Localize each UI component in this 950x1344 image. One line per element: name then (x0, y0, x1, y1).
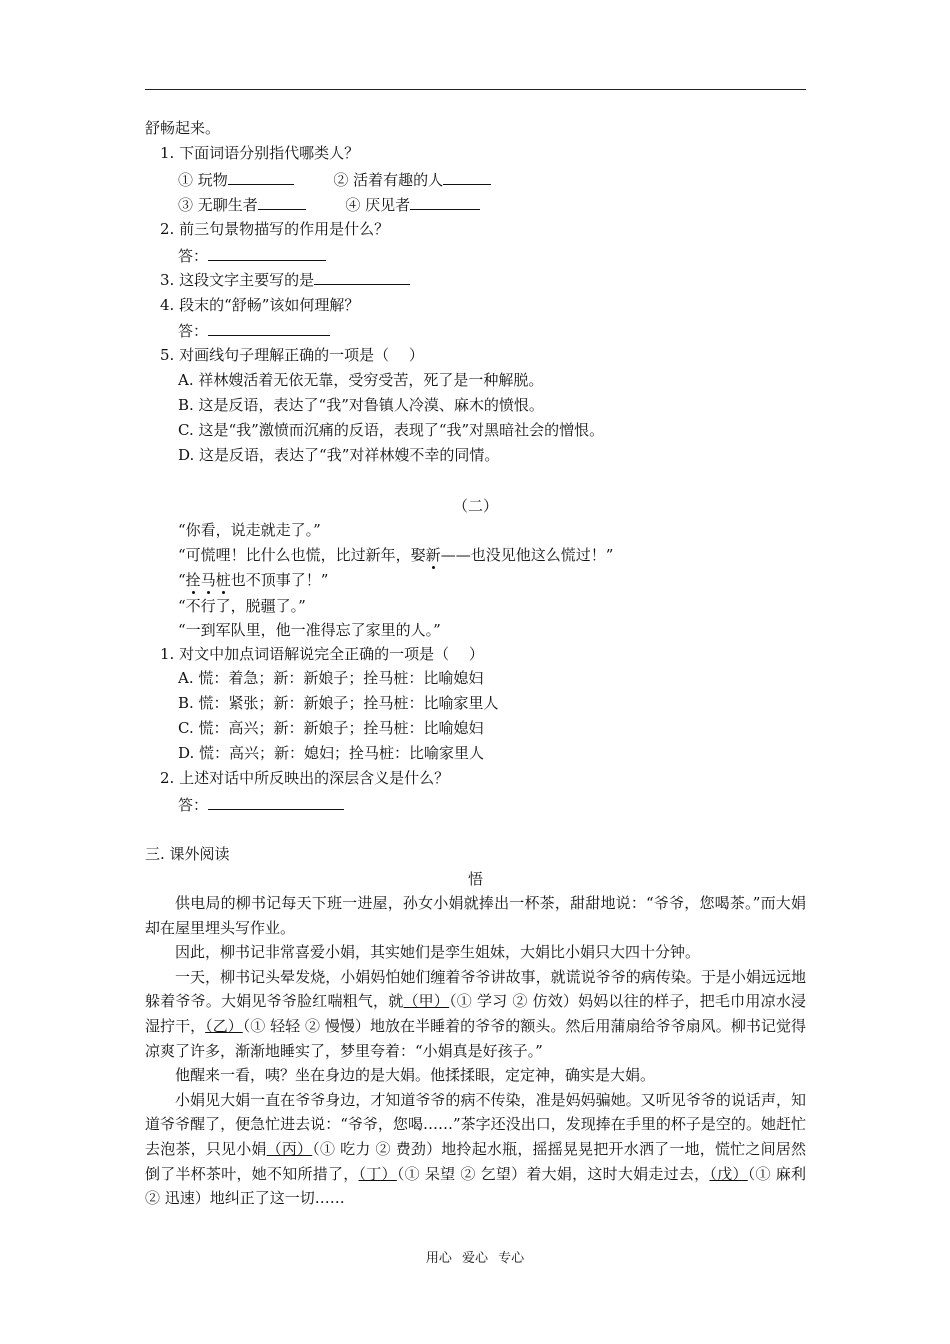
article-body (145, 891, 806, 1211)
dotted-word: 桩 (215, 571, 231, 589)
section-heading-3: 三. 课外阅读 (145, 845, 230, 863)
part2-question-2-stem: 2. 上述对话中所反映出的深层含义是什么？ (160, 769, 450, 787)
paragraph-text: 小娟见大娟一直在爷爷身边，才知道爷爷的病不传染，准是妈妈骗她。又听见爷爷的说话声，知道爷爷醒了，便急忙进去说：“爷爷，您喝……”茶字还没出口，发现捧在手里的杯子是空的。她赶忙去泡茶，只见小娟 (145, 1090, 806, 1158)
question-2-stem: 2. 前三句景物描写的作用是什么？ (160, 220, 390, 238)
question-5-option-a: A. 祥林嫂活着无依无靠，受穷受苦，死了是一种解脱。 (178, 371, 544, 389)
blank-marker: （甲） (403, 992, 450, 1011)
part2-question-1-option-c: C. 慌：高兴；新：新娘子；拴马桩：比喻媳妇 (178, 719, 484, 737)
paragraph: 他醒来一看，咦？坐在身边的是大娟。他揉揉眼，定定神，确实是大娟。 (175, 1066, 656, 1085)
dialogue-text: “ (178, 571, 186, 589)
question-5-stem: 5. 对画线句子理解正确的一项是（ ） (160, 346, 424, 364)
option-label: ③ 无聊生者 (178, 196, 258, 214)
dialogue-line (178, 570, 328, 590)
article-title: 悟 (467, 870, 483, 888)
answer-blank[interactable] (208, 321, 330, 336)
paragraph (145, 965, 806, 1063)
blank-marker: （乙） (205, 1016, 243, 1035)
answer-blank[interactable] (410, 195, 480, 210)
question-3 (160, 270, 410, 290)
paragraph: 因此，柳书记非常喜爱小娟，其实她们是孪生姐妹，大娟比小娟只大四十分钟。 (175, 943, 701, 962)
part2-question-2-answer (178, 795, 344, 815)
question-3-stem: 3. 这段文字主要写的是 (160, 271, 315, 289)
dotted-word: 新 (425, 546, 441, 564)
answer-blank[interactable] (443, 170, 491, 185)
section-heading-2: （二） (452, 497, 498, 515)
paragraph-text: 一天，柳书记头晕发烧，小娟妈怕她们缠着爷爷讲故事，就谎说爷爷的病传染。于是小娟远远地躲着爷爷。大娟见爷爷脸红喘粗气，就 (145, 967, 806, 1011)
dotted-word: 拴 (185, 571, 201, 589)
paragraph-text: （① 呆望 ② 乞望）着大娟，这时大娟走过去， (396, 1164, 710, 1183)
option-label: ② 活着有趣的人 (333, 171, 444, 189)
part2-question-1-option-d: D. 慌：高兴；新：媳妇；拴马桩：比喻家里人 (178, 744, 485, 762)
question-4-stem: 4. 段末的“舒畅”该如何理解？ (160, 296, 360, 314)
question-1-row-2 (178, 195, 480, 215)
answer-label: 答： (178, 322, 209, 340)
paragraph-text: （① 麻利 ② 迅速）地纠正了这一切…… (145, 1164, 806, 1208)
part2-question-1-option-b: B. 慌：紧张；新：新娘子；拴马桩：比喻家里人 (178, 694, 499, 712)
blank-marker: （丙） (266, 1139, 313, 1158)
blank-marker: （丁） (358, 1164, 397, 1183)
answer-blank[interactable] (208, 246, 326, 261)
part2-question-1-option-a: A. 慌：着急；新：新娘子；拴马桩：比喻媳妇 (178, 669, 484, 687)
page-footer: 用心 爱心 专心 (425, 1251, 525, 1266)
paragraph: 供电局的柳书记每天下班一进屋，孙女小娟就捧出一杯茶，甜甜地说：“爷爷，您喝茶。”而大娟却在屋里埋头写作业。 (145, 894, 806, 937)
dialogue-line: “不行了，脱疆了。” (178, 597, 306, 615)
part2-question-1-stem: 1. 对文中加点词语解说完全正确的一项是（ ） (160, 645, 484, 663)
question-1-row-1 (178, 170, 491, 190)
paragraph-text: （① 吃力 ② 费劲）地拎起水瓶，摇摇晃晃把开水洒了一地，慌忙之间居然倒了半杯茶叶，她不知所措了， (145, 1139, 806, 1183)
dialogue-line: “一到军队里，他一准得忘了家里的人。” (178, 621, 441, 639)
answer-label: 答： (178, 247, 209, 265)
question-5-option-d: D. 这是反语，表达了“我”对祥林嫂不幸的同情。 (178, 446, 500, 464)
question-5-option-b: B. 这是反语，表达了“我”对鲁镇人冷漠、麻木的愤恨。 (178, 396, 544, 414)
question-4-answer (178, 321, 330, 341)
dialogue-line: “你看，说走就走了。” (178, 521, 321, 539)
blank-marker: （戊） (709, 1164, 748, 1183)
question-5-option-c: C. 这是“我”激愤而沉痛的反语，表现了“我”对黑暗社会的憎恨。 (178, 421, 605, 439)
answer-blank[interactable] (228, 170, 294, 185)
paragraph (145, 1088, 806, 1211)
continued-text: 舒畅起来。 (145, 119, 221, 137)
question-1-stem: 1. 下面词语分别指代哪类人？ (160, 144, 360, 162)
paragraph-text: （① 轻轻 ② 慢慢）地放在半睡着的爷爷的额头。然后用蒲扇给爷爷扇风。柳书记觉得凉爽了许多，渐渐地睡实了，梦里夸着：“小娟真是好孩子。” (145, 1016, 806, 1060)
header-rule (145, 89, 806, 90)
question-2-answer (178, 246, 326, 266)
option-label: ④ 厌见者 (345, 196, 411, 214)
answer-label: 答： (178, 796, 209, 814)
paragraph-text: （① 学习 ② 仿效）妈妈以往的样子，把毛巾用凉水浸湿拧干， (145, 992, 806, 1035)
dialogue-line (178, 545, 613, 565)
answer-blank[interactable] (208, 795, 344, 810)
answer-blank[interactable] (258, 195, 306, 210)
dotted-word: 马 (200, 571, 216, 589)
dialogue-text: 也不顶事了！” (230, 571, 329, 589)
answer-blank[interactable] (314, 270, 410, 285)
option-label: ① 玩物 (178, 171, 228, 189)
dialogue-text: “可慌哩！比什么也慌，比过新年，娶 (178, 546, 426, 564)
dialogue-text: ——也没见他这么慌过！” (440, 546, 614, 564)
